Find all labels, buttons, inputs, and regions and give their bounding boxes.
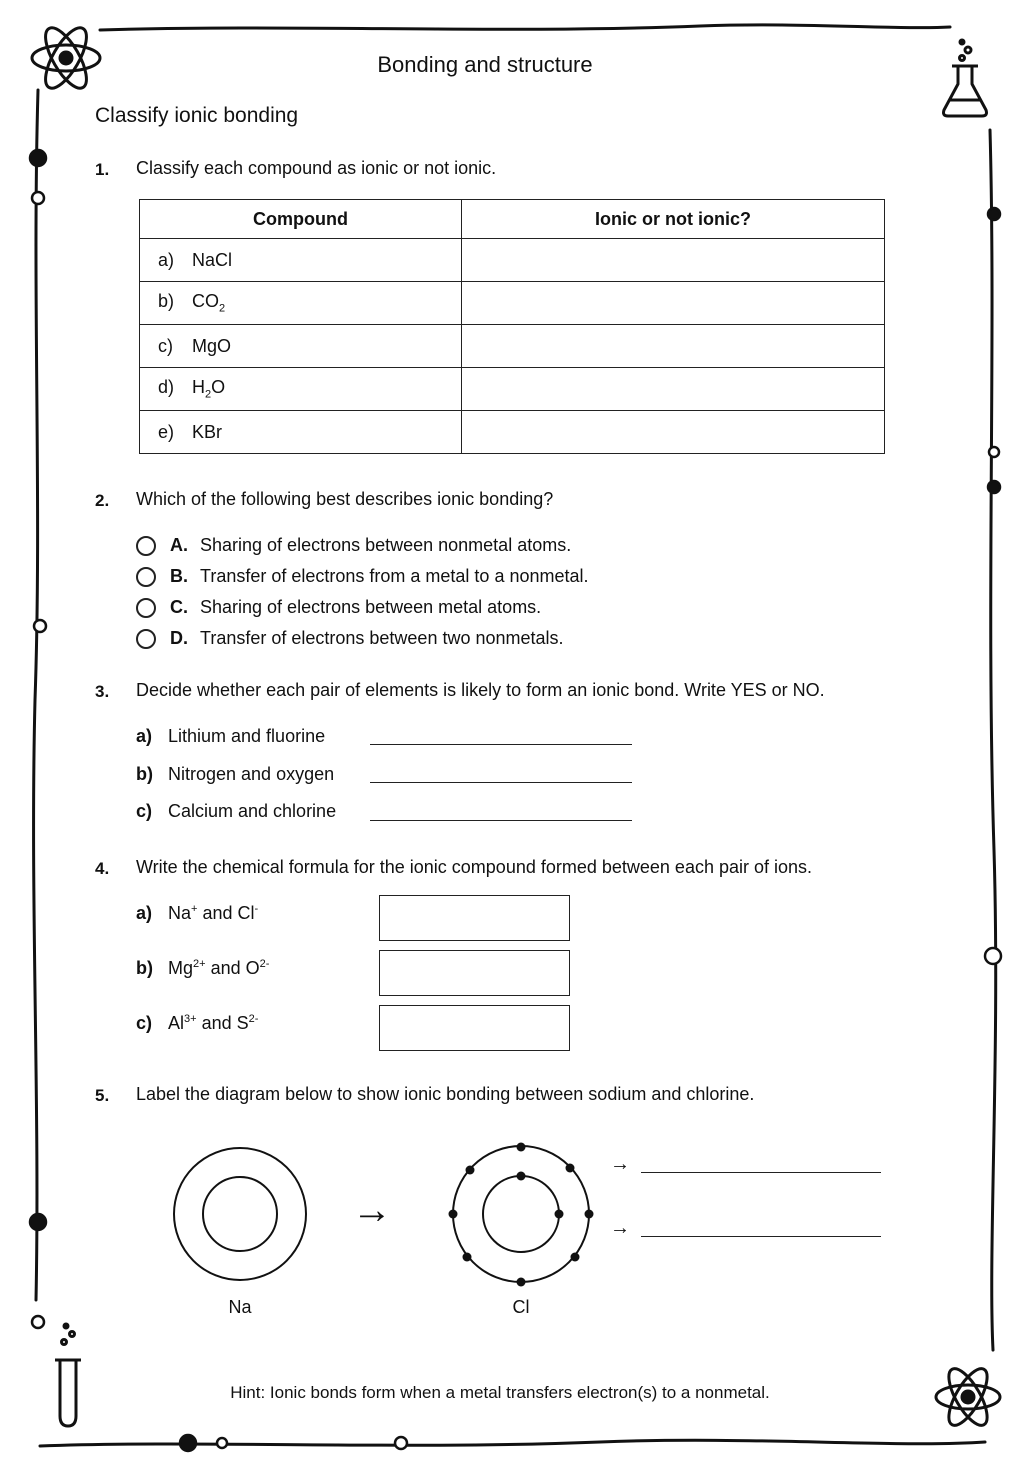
row-letter: d) <box>158 377 175 398</box>
radio-button[interactable] <box>136 598 156 618</box>
question-1-text: Classify each compound as ionic or not ionic. <box>136 158 497 178</box>
header-ionic: Ionic or not ionic? <box>462 200 885 239</box>
section-subtitle: Classify ionic bonding <box>95 104 299 127</box>
pair-text: Lithium and fluorine <box>168 726 326 746</box>
header-compound: Compound <box>140 200 462 239</box>
electron <box>517 1172 526 1181</box>
sodium-inner-shell <box>203 1177 277 1251</box>
radio-button[interactable] <box>136 536 156 556</box>
question-2-text: Which of the following best describes ionic bonding? <box>136 489 554 509</box>
row-letter: a) <box>158 249 175 270</box>
compound-table <box>139 199 885 454</box>
label-arrow-icon: → <box>610 1153 630 1175</box>
electron <box>555 1210 564 1219</box>
compound-cell <box>140 368 462 411</box>
question-2-number: 2. <box>95 491 110 510</box>
answer-cell[interactable] <box>462 325 885 368</box>
item-letter: a) <box>136 726 153 746</box>
label-line[interactable] <box>641 1236 881 1237</box>
radio-button[interactable] <box>136 629 156 649</box>
answer-cell[interactable] <box>462 239 885 282</box>
item-letter: a) <box>136 903 153 923</box>
pair-item <box>136 764 334 785</box>
question-4-text: Write the chemical formula for the ionic compound formed between each pair of ions. <box>136 857 813 877</box>
option-text: Transfer of electrons between two nonmetals. <box>200 628 564 648</box>
hint-text: Hint: Ionic bonds form when a metal transfers electron(s) to a nonmetal. <box>230 1383 770 1402</box>
table-row <box>140 239 885 282</box>
radio-button[interactable] <box>136 567 156 587</box>
sodium-label: Na <box>228 1297 252 1317</box>
ion-2: Cl <box>237 903 255 923</box>
ion-2-charge: 2- <box>248 1013 259 1025</box>
question-5-number: 5. <box>95 1086 110 1105</box>
formula-subscript: 2 <box>219 302 226 315</box>
row-letter: c) <box>158 335 173 356</box>
compound-formula: KBr <box>192 421 223 442</box>
compound-cell <box>140 411 462 454</box>
ion-pair <box>136 1013 258 1034</box>
formula-subscript: 2 <box>205 388 212 401</box>
formula-answer-box[interactable] <box>379 950 570 996</box>
answer-cell[interactable] <box>462 282 885 325</box>
ion-2-charge: 2- <box>259 958 270 970</box>
formula-answer-box[interactable] <box>379 895 570 941</box>
electron <box>571 1253 580 1262</box>
option-d[interactable] <box>136 628 564 649</box>
chlorine-label: Cl <box>512 1297 530 1317</box>
electron <box>585 1210 594 1219</box>
answer-cell[interactable] <box>462 411 885 454</box>
sodium-outer-shell <box>174 1148 306 1280</box>
answer-cell[interactable] <box>462 368 885 411</box>
option-letter: B. <box>170 566 188 586</box>
compound-formula-tail: O <box>211 377 226 398</box>
table-row <box>140 325 885 368</box>
pair-text: Calcium and chlorine <box>168 801 337 821</box>
answer-line[interactable] <box>370 744 632 745</box>
electron <box>466 1166 475 1175</box>
table-row <box>140 368 885 411</box>
question-5-text: Label the diagram below to show ionic bonding between sodium and chlorine. <box>136 1084 755 1104</box>
compound-formula: MgO <box>192 335 232 356</box>
option-text: Transfer of electrons from a metal to a nonmetal. <box>200 566 589 586</box>
table-row <box>140 411 885 454</box>
question-3-number: 3. <box>95 682 110 701</box>
ion-pair <box>136 958 269 979</box>
label-arrow-icon: → <box>610 1217 630 1239</box>
electron <box>517 1143 526 1152</box>
electron <box>463 1253 472 1262</box>
option-letter: A. <box>170 535 188 555</box>
ion-1: Al <box>168 1013 185 1033</box>
row-letter: e) <box>158 421 175 442</box>
electron <box>449 1210 458 1219</box>
option-c[interactable] <box>136 597 541 618</box>
and-word: and <box>202 903 233 923</box>
pair-item <box>136 726 325 747</box>
question-4-number: 4. <box>95 859 110 878</box>
ion-2: S <box>236 1013 249 1033</box>
transfer-arrow-icon: → <box>352 1188 392 1232</box>
and-word: and <box>210 958 241 978</box>
question-1-number: 1. <box>95 160 110 179</box>
item-letter: c) <box>136 801 153 821</box>
compound-cell <box>140 325 462 368</box>
ion-1: Na <box>168 903 192 923</box>
pair-text: Nitrogen and oxygen <box>168 764 335 784</box>
electron <box>566 1164 575 1173</box>
question-3-text: Decide whether each pair of elements is likely to form an ionic bond. Write YES or NO. <box>136 680 825 700</box>
option-text: Sharing of electrons between nonmetal atoms. <box>200 535 572 555</box>
electron <box>517 1278 526 1287</box>
compound-cell <box>140 282 462 325</box>
label-line[interactable] <box>641 1172 881 1173</box>
compound-formula: CO <box>192 291 219 312</box>
option-text: Sharing of electrons between metal atoms. <box>200 597 542 617</box>
ionic-bonding-diagram <box>0 1130 1000 1300</box>
ion-1: Mg <box>168 958 194 978</box>
answer-line[interactable] <box>370 782 632 783</box>
item-letter: b) <box>136 764 153 784</box>
ion-pair <box>136 903 258 924</box>
item-letter: b) <box>136 958 153 978</box>
ion-1-charge: 2+ <box>193 958 206 970</box>
table-header-row <box>140 200 885 239</box>
option-b[interactable] <box>136 566 589 587</box>
option-letter: C. <box>170 597 188 617</box>
item-letter: c) <box>136 1013 153 1033</box>
formula-answer-box[interactable] <box>379 1005 570 1051</box>
ion-1-charge: + <box>191 903 198 915</box>
option-a[interactable] <box>136 535 571 556</box>
table-row <box>140 282 885 325</box>
compound-cell <box>140 239 462 282</box>
page-title: Bonding and structure <box>377 52 593 77</box>
row-letter: b) <box>158 291 175 312</box>
answer-line[interactable] <box>370 820 632 821</box>
ion-2: O <box>245 958 260 978</box>
compound-formula: NaCl <box>192 249 233 270</box>
and-word: and <box>201 1013 232 1033</box>
pair-item <box>136 801 336 822</box>
chlorine-inner-shell <box>483 1176 559 1252</box>
test-tube-icon <box>55 1324 81 1426</box>
compound-formula: H <box>192 377 205 398</box>
ion-2-charge: - <box>254 903 259 915</box>
option-letter: D. <box>170 628 188 648</box>
chlorine-electrons <box>449 1143 594 1287</box>
ion-1-charge: 3+ <box>184 1013 197 1025</box>
